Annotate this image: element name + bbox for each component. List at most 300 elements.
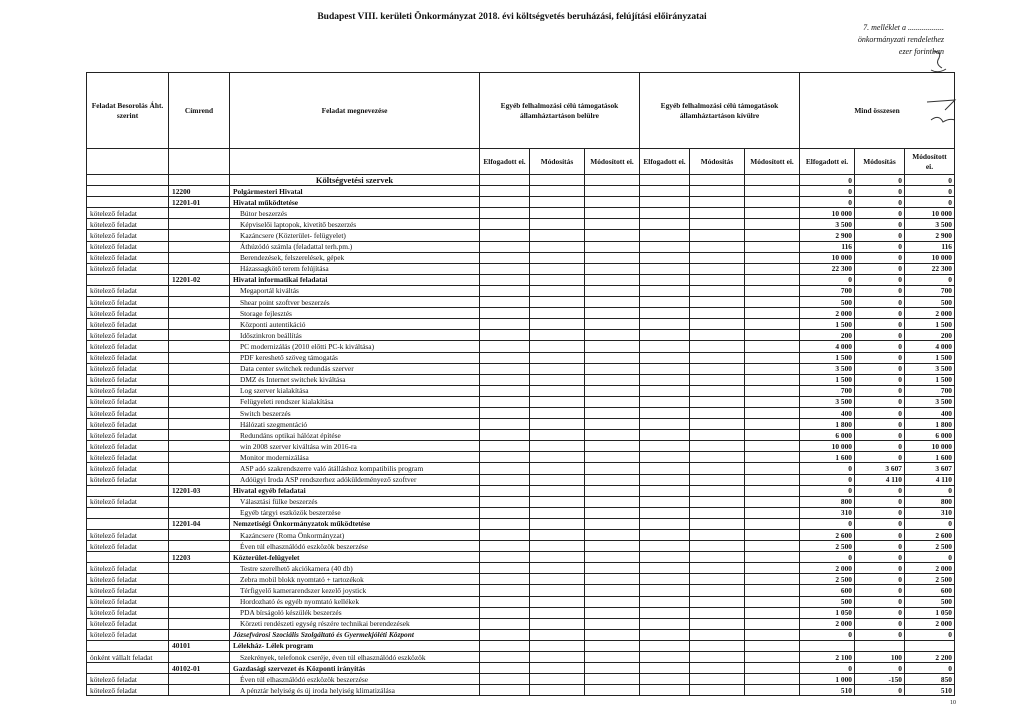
sub-elfogadott: Elfogadott ei. [800,149,855,175]
row-elfogadott: 0 [800,474,855,485]
row-cimrend [169,674,230,685]
row-megnevezes: Redundáns optikai hálózat építése [230,430,480,441]
page-number: 10 [950,700,956,706]
row-feladat: kötelező feladat [87,674,169,685]
row-modositas: 0 [855,530,905,541]
row-megnevezes: win 2008 szerver kiváltása win 2016-ra [230,441,480,452]
row-megnevezes: Gazdasági szervezet és Központi irányítás [230,663,480,674]
document-title: Budapest VIII. kerületi Önkormányzat 2018. évi költségvetés beruházási, felújítási előirányzatai [317,12,707,22]
table-row [87,341,955,352]
table-row [87,585,955,596]
sub-modositas: Módosítás [530,149,585,175]
row-modositas: 0 [855,563,905,574]
row-modositas: 0 [855,241,905,252]
row-modositott: 500 [905,297,955,308]
row-megnevezes: Data center switchek redundás szerver [230,363,480,374]
table-row [87,474,955,485]
row-feladat: kötelező feladat [87,585,169,596]
row-modositas: 0 [855,208,905,219]
row-feladat: kötelező feladat [87,285,169,296]
row-modositas: 0 [855,363,905,374]
row-cimrend [169,285,230,296]
row-megnevezes: Nemzetiségi Önkormányzatok működtetése [230,518,480,529]
row-modositott [905,640,955,651]
row-elfogadott: 1 000 [800,674,855,685]
row-modositas: 0 [855,585,905,596]
row-megnevezes: Hivatal informatikai feladatai [230,274,480,285]
row-megnevezes: Józsefvárosi Szociális Szolgáltató és Gyermekjóléti Központ [230,629,480,640]
row-modositott: 2 500 [905,574,955,585]
row-cimrend [169,541,230,552]
row-elfogadott: 6 000 [800,430,855,441]
row-cimrend [169,574,230,585]
table-row [87,663,955,674]
row-cimrend [169,652,230,663]
row-modositas: 0 [855,230,905,241]
row-feladat [87,274,169,285]
row-elfogadott: 1 500 [800,319,855,330]
row-modositas: 100 [855,652,905,663]
row-megnevezes: Zebra mobil blokk nyomtató + tartozékok [230,574,480,585]
sub-modositas: Módosítás [855,149,905,175]
row-megnevezes: Választási fülke beszerzés [230,496,480,507]
row-feladat: kötelező feladat [87,596,169,607]
row-modositas: 0 [855,685,905,696]
row-megnevezes: ASP adó szakrendszerre való átálláshoz kompatibilis program [230,463,480,474]
row-elfogadott: 4 000 [800,341,855,352]
row-modositas: 0 [855,618,905,629]
row-cimrend [169,607,230,618]
row-feladat: kötelező feladat [87,541,169,552]
row-megnevezes: Monitor modernizálása [230,452,480,463]
row-cimrend [169,208,230,219]
row-megnevezes: A pénztár helyiség és új iroda helyiség klimatizálása [230,685,480,696]
row-modositas: 0 [855,407,905,418]
row-modositas: 0 [855,175,905,186]
table-row [87,618,955,629]
row-modositas: 0 [855,285,905,296]
row-megnevezes: Shear point szoftver beszerzés [230,297,480,308]
row-modositott: 2 000 [905,618,955,629]
row-megnevezes: Log szerver kialakítása [230,385,480,396]
row-modositas: 0 [855,574,905,585]
row-feladat: kötelező feladat [87,496,169,507]
row-modositott: 850 [905,674,955,685]
col-kivulre: Egyéb felhalmozási célú támogatások államháztartáson kívülre [640,73,800,149]
row-feladat: kötelező feladat [87,308,169,319]
sub-modositott: Módosított ei. [905,149,955,175]
row-megnevezes: Egyéb tárgyi eszközök beszerzése [230,507,480,518]
row-modositas: 0 [855,274,905,285]
table-row [87,330,955,341]
row-modositas: 0 [855,607,905,618]
row-cimrend [169,685,230,696]
row-elfogadott: 0 [800,175,855,186]
row-elfogadott: 10 000 [800,441,855,452]
row-modositott: 1 050 [905,607,955,618]
col-belulre: Egyéb felhalmozási célú támogatások államháztartáson belülre [480,73,640,149]
row-megnevezes: DMZ és Internet switchek kiváltása [230,374,480,385]
row-megnevezes: Hálózati szegmentáció [230,419,480,430]
table-row [87,297,955,308]
table-row [87,607,955,618]
row-modositott: 3 500 [905,363,955,374]
row-feladat: kötelező feladat [87,319,169,330]
row-elfogadott: 2 000 [800,308,855,319]
row-megnevezes: Polgármesteri Hivatal [230,186,480,197]
row-modositott: 0 [905,629,955,640]
row-modositott: 2 000 [905,308,955,319]
row-feladat: kötelező feladat [87,341,169,352]
table-row [87,385,955,396]
row-elfogadott: 1 800 [800,419,855,430]
row-elfogadott: 0 [800,485,855,496]
table-row [87,186,955,197]
row-modositott: 116 [905,241,955,252]
table-row [87,430,955,441]
budget-table [86,72,955,696]
row-cimrend [169,330,230,341]
row-modositas: 0 [855,507,905,518]
row-modositas: 0 [855,197,905,208]
row-elfogadott: 2 000 [800,563,855,574]
row-elfogadott: 0 [800,518,855,529]
table-row [87,574,955,585]
row-elfogadott: 2 600 [800,530,855,541]
row-modositott: 510 [905,685,955,696]
row-feladat: kötelező feladat [87,330,169,341]
row-elfogadott: 10 000 [800,208,855,219]
row-modositott: 6 000 [905,430,955,441]
table-row [87,518,955,529]
row-megnevezes: Áthúzódó számla (feladattal terh.pm.) [230,241,480,252]
row-feladat: kötelező feladat [87,452,169,463]
row-feladat: kötelező feladat [87,263,169,274]
table-row [87,396,955,407]
sub-elfogadott: Elfogadott ei. [640,149,690,175]
row-megnevezes: Lélekház- Lélek program [230,640,480,651]
sub-modositas: Módosítás [690,149,745,175]
row-cimrend [169,175,230,186]
handwritten-mark [930,48,948,74]
row-cimrend: 12201-04 [169,518,230,529]
row-modositas: 0 [855,430,905,441]
row-modositott: 2 000 [905,563,955,574]
row-cimrend: 40101 [169,640,230,651]
row-cimrend: 40102-01 [169,663,230,674]
row-modositott: 0 [905,663,955,674]
row-modositott: 310 [905,507,955,518]
row-megnevezes: Testre szerelhető akciókamera (40 db) [230,563,480,574]
row-megnevezes: Felügyeleti rendszer kialakítása [230,396,480,407]
row-megnevezes: Házassagkötő terem felújítása [230,263,480,274]
row-modositas: 0 [855,596,905,607]
row-feladat [87,518,169,529]
row-feladat [87,197,169,208]
row-feladat [87,552,169,563]
row-cimrend [169,241,230,252]
row-elfogadott: 600 [800,585,855,596]
table-row [87,652,955,663]
row-feladat: kötelező feladat [87,219,169,230]
row-feladat: kötelező feladat [87,530,169,541]
row-feladat: kötelező feladat [87,252,169,263]
row-modositott: 10 000 [905,441,955,452]
row-modositas: 0 [855,541,905,552]
row-modositott: 3 607 [905,463,955,474]
row-cimrend [169,230,230,241]
row-cimrend: 12201-01 [169,197,230,208]
row-cimrend [169,297,230,308]
table-row [87,308,955,319]
table-row [87,407,955,418]
row-modositott: 0 [905,186,955,197]
row-modositas: 0 [855,452,905,463]
row-elfogadott: 116 [800,241,855,252]
row-elfogadott: 700 [800,385,855,396]
row-modositas: 3 607 [855,463,905,474]
table-row [87,441,955,452]
row-elfogadott: 0 [800,629,855,640]
row-megnevezes: Kazáncsere (Közterület- felügyelet) [230,230,480,241]
row-modositott: 700 [905,285,955,296]
sub-modositott: Módosított ei. [585,149,640,175]
row-feladat: kötelező feladat [87,629,169,640]
table-row [87,285,955,296]
row-megnevezes: Kazáncsere (Roma Önkormányzat) [230,530,480,541]
table-row [87,241,955,252]
row-modositott: 700 [905,385,955,396]
row-feladat [87,507,169,518]
row-modositott: 1 500 [905,352,955,363]
row-modositas: 0 [855,496,905,507]
table-row [87,541,955,552]
row-megnevezes: Storage fejlesztés [230,308,480,319]
row-modositott: 600 [905,585,955,596]
row-modositas: 0 [855,419,905,430]
table-row [87,463,955,474]
row-modositott: 1 500 [905,319,955,330]
row-feladat: kötelező feladat [87,419,169,430]
row-feladat: kötelező feladat [87,208,169,219]
table-row [87,175,955,186]
row-modositott: 2 600 [905,530,955,541]
annex-number: 7. melléklet a .................. [863,23,944,32]
row-megnevezes: Hivatal működtetése [230,197,480,208]
row-feladat: kötelező feladat [87,241,169,252]
row-elfogadott: 22 300 [800,263,855,274]
col-feladat-besorolas: Feladat Besorolás Áht. szerint [87,73,169,149]
row-modositott: 0 [905,274,955,285]
row-modositas: 0 [855,629,905,640]
row-feladat: kötelező feladat [87,385,169,396]
row-modositott: 22 300 [905,263,955,274]
row-elfogadott: 0 [800,552,855,563]
row-cimrend [169,452,230,463]
row-feladat [87,485,169,496]
table-row [87,374,955,385]
col-cimrend: Címrend [169,73,230,149]
row-modositas: 0 [855,330,905,341]
row-megnevezes: Képviselői laptopok, kivetítő beszerzés [230,219,480,230]
row-modositas: -150 [855,674,905,685]
row-feladat: kötelező feladat [87,618,169,629]
row-cimrend [169,319,230,330]
row-elfogadott: 2 500 [800,541,855,552]
table-row [87,629,955,640]
row-modositas: 0 [855,252,905,263]
row-cimrend: 12200 [169,186,230,197]
row-megnevezes: Közterület-felügyelet [230,552,480,563]
row-elfogadott: 0 [800,463,855,474]
row-feladat: kötelező feladat [87,574,169,585]
row-modositas: 4 110 [855,474,905,485]
row-feladat: kötelező feladat [87,363,169,374]
row-elfogadott: 2 100 [800,652,855,663]
row-cimrend [169,507,230,518]
row-cimrend: 12203 [169,552,230,563]
row-elfogadott: 1 050 [800,607,855,618]
row-megnevezes: Körzeti rendészeti egység részére technikai berendezések [230,618,480,629]
row-cimrend [169,618,230,629]
row-megnevezes: Berendezések, felszerelések, gépek [230,252,480,263]
row-elfogadott: 1 500 [800,374,855,385]
row-megnevezes: Térfigyelő kamerarendszer kezelő joystick [230,585,480,596]
row-modositas: 0 [855,308,905,319]
row-modositott: 2 200 [905,652,955,663]
row-elfogadott: 510 [800,685,855,696]
table-row [87,452,955,463]
sub-elfogadott: Elfogadott ei. [480,149,530,175]
row-modositott: 3 500 [905,396,955,407]
row-cimrend [169,374,230,385]
row-modositas: 0 [855,441,905,452]
row-modositas [855,640,905,651]
row-cimrend [169,474,230,485]
row-cimrend [169,263,230,274]
row-feladat: kötelező feladat [87,407,169,418]
row-megnevezes: PDA bírságoló készülék beszerzés [230,607,480,618]
table-row [87,252,955,263]
row-elfogadott: 0 [800,197,855,208]
row-megnevezes: Adóügyi Iroda ASP rendszerhez adóküldeményező szoftver [230,474,480,485]
row-modositott: 4 000 [905,341,955,352]
table-row [87,507,955,518]
row-elfogadott: 500 [800,596,855,607]
row-megnevezes: PC modernizálás (2010 előtti PC-k kiváltása) [230,341,480,352]
row-feladat: önként vállalt feladat [87,652,169,663]
table-row [87,274,955,285]
table-row [87,485,955,496]
table-row [87,219,955,230]
row-cimrend [169,430,230,441]
row-modositas: 0 [855,186,905,197]
row-megnevezes: Szekrények, telefonok cseréje, éven túl elhasználódó eszközök [230,652,480,663]
row-feladat: kötelező feladat [87,685,169,696]
table-row [87,563,955,574]
row-modositas: 0 [855,385,905,396]
table-row [87,596,955,607]
row-feladat: kötelező feladat [87,463,169,474]
row-cimrend [169,363,230,374]
row-cimrend [169,596,230,607]
row-modositott: 10 000 [905,252,955,263]
row-modositott: 200 [905,330,955,341]
row-cimrend [169,407,230,418]
row-feladat [87,663,169,674]
row-modositas: 0 [855,219,905,230]
row-feladat: kötelező feladat [87,474,169,485]
row-modositas: 0 [855,663,905,674]
row-elfogadott: 500 [800,297,855,308]
row-megnevezes: Költségvetési szervek [230,175,480,186]
unit-note: ezer forintban [898,47,944,56]
row-elfogadott: 310 [800,507,855,518]
row-feladat [87,640,169,651]
row-elfogadott: 2 000 [800,618,855,629]
row-modositott: 800 [905,496,955,507]
row-modositott: 2 500 [905,541,955,552]
row-elfogadott: 3 500 [800,219,855,230]
row-cimrend [169,496,230,507]
row-elfogadott: 0 [800,274,855,285]
row-feladat: kötelező feladat [87,230,169,241]
row-elfogadott: 10 000 [800,252,855,263]
row-feladat: kötelező feladat [87,430,169,441]
table-row [87,674,955,685]
annex-rendelet: önkormányzati rendelethez [857,35,944,44]
row-modositott: 3 500 [905,219,955,230]
row-elfogadott: 1 600 [800,452,855,463]
row-modositott: 0 [905,197,955,208]
row-megnevezes: Switch beszerzés [230,407,480,418]
row-modositas: 0 [855,352,905,363]
row-modositott: 500 [905,596,955,607]
row-elfogadott: 2 900 [800,230,855,241]
row-cimrend [169,396,230,407]
row-megnevezes: Hordozható és egyéb nyomtató kellékek [230,596,480,607]
table-row [87,640,955,651]
table-row [87,496,955,507]
row-cimrend [169,385,230,396]
row-elfogadott: 0 [800,186,855,197]
row-elfogadott: 1 500 [800,352,855,363]
row-modositas: 0 [855,319,905,330]
row-elfogadott: 700 [800,285,855,296]
row-modositott: 0 [905,552,955,563]
table-row [87,230,955,241]
row-elfogadott: 800 [800,496,855,507]
row-megnevezes: Hivatal egyéb feladatai [230,485,480,496]
table-row [87,197,955,208]
row-feladat: kötelező feladat [87,374,169,385]
row-cimrend [169,341,230,352]
col-megnevezes: Feladat megnevezése [230,73,480,149]
row-megnevezes: Időszinkron beállítás [230,330,480,341]
row-elfogadott: 200 [800,330,855,341]
row-cimrend [169,585,230,596]
row-megnevezes: Bútor beszerzés [230,208,480,219]
row-cimrend [169,352,230,363]
row-megnevezes: Megaportál kiváltás [230,285,480,296]
table-row [87,552,955,563]
table-row [87,352,955,363]
table-row [87,319,955,330]
table-row [87,530,955,541]
row-megnevezes: Éven túl elhasználódó eszközök beszerzése [230,541,480,552]
row-feladat: kötelező feladat [87,396,169,407]
row-modositas: 0 [855,518,905,529]
